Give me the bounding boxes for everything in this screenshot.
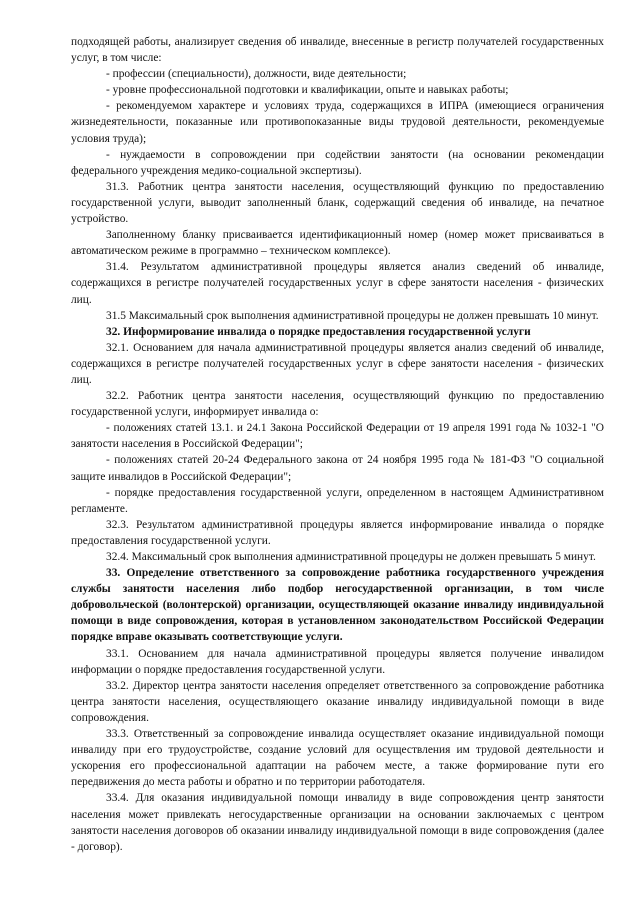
paragraph: - профессии (специальности), должности, виде деятельности; [106, 68, 407, 81]
paragraph: 32.2. Работник центра занятости населения, осуществляющий функцию по предоставлению государственной услуги, информирует инвалида о: [71, 390, 604, 419]
paragraph: 33.2. Директор центра занятости населения определяет ответственного за сопровождение работника центра занятости населения, осуществляющего оказание инвалиду индивидуальной помощи в виде сопровождения. [71, 679, 604, 724]
paragraph: - положениях статей 20-24 Федерального закона от 24 ноября 1995 года № 181-ФЗ "О социальной защите инвалидов в Российской Федерации"; [71, 454, 604, 483]
paragraph: подходящей работы, анализирует сведения об инвалиде, внесенные в регистр получателей государственных услуг, в том числе: [71, 36, 604, 65]
paragraph: - уровне профессиональной подготовки и квалификации, опыте и навыках работы; [106, 84, 509, 97]
paragraph: - положениях статей 13.1. и 24.1 Закона Российской Федерации от 19 апреля 1991 года № 1032-1 "О занятости населения в Российской Федерации"; [71, 422, 604, 451]
paragraph: 33.4. Для оказания индивидуальной помощи инвалиду в виде сопровождения центр занятости населения может привлекать негосударственные организации на основании заключаемых с центром занятости населения договоров об оказании инвалиду индивидуальной помощи в виде сопровождения (далее - договор). [71, 792, 604, 853]
paragraph: 32.4. Максимальный срок выполнения административной процедуры не должен превышать 5 минут. [106, 551, 596, 563]
paragraph: 32.1. Основанием для начала административной процедуры является анализ сведений об инвалиде, содержащихся в регистре получателей государственных услуг в сфере занятости населения - физических лиц. [71, 341, 604, 386]
section-heading: 32. Информирование инвалида о порядке предоставления государственной услуги [106, 325, 531, 338]
document-body [71, 34, 604, 855]
paragraph: 31.4. Результатом административной процедуры является анализ сведений об инвалиде, содержащихся в регистре получателей государственных услуг в сфере занятости населения - физических лиц. [71, 261, 604, 306]
paragraph: - нуждаемости в сопровождении при содействии занятости (на основании рекомендации федерального учреждения медико-социальной экспертизы). [71, 148, 604, 177]
paragraph: 32.3. Результатом административной процедуры является информирование инвалида о порядке предоставления государственной услуги. [71, 518, 604, 547]
paragraph: 33.1. Основанием для начала административной процедуры является получение инвалидом информации о порядке предоставления государственной услуги. [71, 647, 604, 676]
paragraph: - рекомендуемом характере и условиях труда, содержащихся в ИПРА (имеющиеся ограничения жизнедеятельности, показанные или противопоказанные виды трудовой деятельности, рекомендуемые условия труда); [71, 100, 604, 145]
paragraph: 31.5 Максимальный срок выполнения административной процедуры не должен превышать 10 минут. [106, 309, 599, 322]
paragraph: 33.3. Ответственный за сопровождение инвалида осуществляет оказание индивидуальной помощи инвалиду при его трудоустройстве, создание условий для осуществления им трудовой деятельности и ускорения его профессиональной адаптации на рабочем месте, а также формирование пути его передвижения до места работы и обратно и по территории работодателя. [71, 728, 604, 789]
paragraph: 31.3. Работник центра занятости населения, осуществляющий функцию по предоставлению государственной услуги, выводит заполненный бланк, содержащий сведения об инвалиде, на печатное устройство. [71, 180, 604, 226]
paragraph: - порядке предоставления государственной услуги, определенном в настоящем Административном регламенте. [71, 486, 604, 515]
paragraph: Заполненному бланку присваивается идентификационный номер (номер может присваиваться в автоматическом режиме в программно – техническом комплексе). [71, 229, 604, 258]
section-heading: 33. Определение ответственного за сопровождение работника государственного учреждения службы занятости населения либо подбор негосударственной организации, в том числе добровольческой (волонтерской) организации, осуществляющей оказание инвалиду индивидуальной помощи в виде сопровождения, которая в установленном законодательством Российской Федерации порядке вправе оказывать соответствующие услуги. [71, 567, 604, 644]
